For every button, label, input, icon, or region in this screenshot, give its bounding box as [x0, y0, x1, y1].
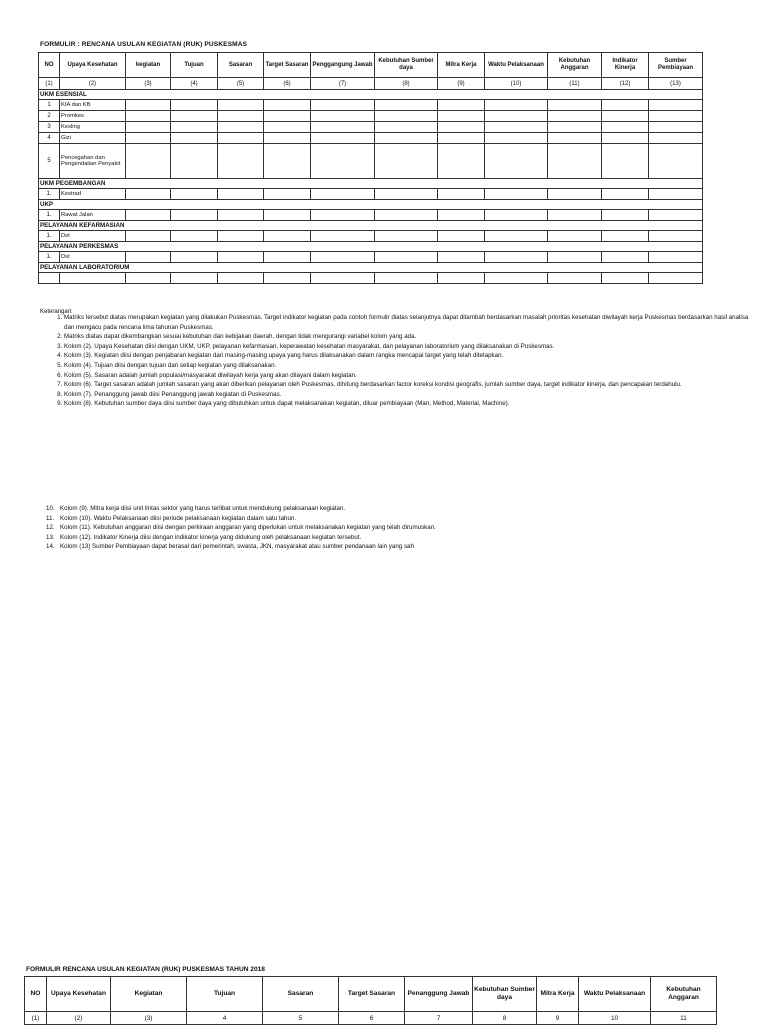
note-item: 2. Matriks diatas dapat dikembangkan sesuai kebutuhan dan kebijakan daerah, dengan tidak mengurangi variabel kolom yang ada.	[64, 332, 754, 342]
empty-cell	[218, 252, 264, 263]
empty-cell	[649, 252, 703, 263]
empty-cell	[218, 111, 264, 122]
row-upaya: Pencegahan dan Pengendalian Penyakit	[60, 144, 126, 179]
empty-cell	[438, 133, 485, 144]
column-header: Target Sasaran	[264, 53, 311, 78]
empty-cell	[126, 273, 171, 284]
section-row	[39, 90, 703, 100]
empty-cell	[218, 122, 264, 133]
row-number: 1.	[39, 231, 60, 242]
column-number: 8	[473, 1012, 537, 1025]
empty-cell	[375, 189, 438, 200]
column-header: Waktu Pelaksanaan	[485, 53, 548, 78]
row-number: 4	[39, 133, 60, 144]
empty-cell	[649, 133, 703, 144]
note-text: Kolom (12). Indikator Kinerja diisi dengan indikator kinerja yang didukung oleh pelaksanaan kegiatan tersebut.	[60, 533, 362, 541]
empty-cell	[375, 231, 438, 242]
empty-cell	[171, 252, 218, 263]
notes-list	[50, 313, 754, 409]
column-header: Kegiatan	[111, 977, 187, 1012]
column-number: 5	[263, 1012, 339, 1025]
empty-cell	[171, 133, 218, 144]
row-number: 5	[39, 144, 60, 179]
note-item: 1. Matriks tersebut diatas merupakan kegiatan yang dilakukan Puskesmas. Target indikator kegiatan pada contoh formulir diatas selanjutnya dapat ditambah berdasarkan masalah prioritas kesehatan diwilayah kerja Puskesmas berdasarkan hasil analisa dan mengacu pada rencana lima tahunan Puskesmas.	[64, 313, 754, 332]
note-item	[46, 514, 750, 524]
empty-cell	[602, 144, 649, 179]
empty-cell	[218, 273, 264, 284]
empty-cell	[264, 273, 311, 284]
column-number: 4	[187, 1012, 263, 1025]
empty-cell	[438, 122, 485, 133]
column-header: Upaya Kesehatan	[47, 977, 111, 1012]
empty-cell	[171, 231, 218, 242]
column-number: 10	[579, 1012, 651, 1025]
empty-cell	[264, 252, 311, 263]
note-item: 7. Kolom (6). Target sasaran adalah jumlah sasaran yang akan diberikan pelayanan oleh Puskesmas, dihitung berdasarkan factor koreksi kondisi geografis, jumlah sumber daya, target indikator kinerja, dan pencapaian terdahulu.	[64, 380, 754, 390]
column-number: (1)	[39, 78, 60, 90]
empty-cell	[438, 231, 485, 242]
column-number: (3)	[111, 1012, 187, 1025]
table-row	[39, 189, 703, 200]
empty-cell	[438, 144, 485, 179]
empty-cell	[548, 273, 602, 284]
note-item: 8. Kolom (7). Penanggung jawab diisi Penanggung jawab kegiatan di Puskesmas.	[64, 390, 754, 400]
empty-cell	[485, 122, 548, 133]
section-row	[39, 242, 703, 252]
note-item: 9. Kolom (8). Kebutuhan sumber daya diisi sumber daya yang dibutuhkan untuk dapat melaksanakan kegiatan, diluar pembiayaan (Man, Method, Material, Machine).	[64, 399, 754, 409]
note-item	[46, 542, 750, 552]
empty-cell	[485, 133, 548, 144]
table-row	[39, 144, 703, 179]
empty-cell	[438, 210, 485, 221]
column-number: (2)	[60, 78, 126, 90]
empty-cell	[485, 189, 548, 200]
column-number: (7)	[311, 78, 375, 90]
empty-cell	[264, 111, 311, 122]
row-upaya	[60, 273, 126, 284]
table-row	[39, 122, 703, 133]
empty-cell	[311, 210, 375, 221]
table-row	[39, 231, 703, 242]
section-title: UKP	[39, 200, 703, 210]
row-number: 1.	[39, 189, 60, 200]
column-header: Kebutuhan Sumber daya	[375, 53, 438, 78]
column-header: Mitra Kerja	[438, 53, 485, 78]
empty-cell	[375, 273, 438, 284]
table-row	[39, 111, 703, 122]
empty-cell	[548, 252, 602, 263]
section-title: UKM PEGEMBANGAN	[39, 179, 703, 189]
note-item	[46, 533, 750, 543]
column-number: (1)	[25, 1012, 47, 1025]
column-header: Penanggung Jawab	[405, 977, 473, 1012]
row-number	[39, 273, 60, 284]
empty-cell	[649, 273, 703, 284]
empty-cell	[548, 189, 602, 200]
empty-cell	[126, 210, 171, 221]
column-header: Mitra Kerja	[537, 977, 579, 1012]
empty-cell	[438, 111, 485, 122]
column-header: Tujuan	[171, 53, 218, 78]
column-header: Sasaran	[263, 977, 339, 1012]
empty-cell	[264, 231, 311, 242]
row-upaya: Dst	[60, 252, 126, 263]
note-number: 10.	[46, 505, 55, 512]
row-number: 1	[39, 100, 60, 111]
empty-cell	[311, 100, 375, 111]
empty-cell	[218, 231, 264, 242]
empty-cell	[311, 252, 375, 263]
row-upaya: KIA dan KB	[60, 100, 126, 111]
column-number-row	[39, 78, 703, 90]
note-number: 13.	[46, 533, 55, 541]
section-row	[39, 221, 703, 231]
column-number: (8)	[375, 78, 438, 90]
section-row	[39, 200, 703, 210]
column-header: Sumber Pembiayaan	[649, 53, 703, 78]
empty-cell	[649, 100, 703, 111]
row-number: 3	[39, 122, 60, 133]
empty-cell	[649, 144, 703, 179]
empty-cell	[602, 210, 649, 221]
column-header: Indikator Kinerja	[602, 53, 649, 78]
note-item: 4. Kolom (3). Kegiatan diisi dengan penjabaran kegiatan dari masing-masing upaya yang harus dilaksanakan dalam rangka mencapai target yang telah ditetapkan.	[64, 351, 754, 361]
empty-cell	[602, 133, 649, 144]
form-title-2018: FORMULIR RENCANA USULAN KEGIATAN (RUK) PUSKESMAS TAHUN 2018	[26, 966, 265, 973]
empty-cell	[311, 189, 375, 200]
note-item: 3. Kolom (2). Upaya Kesehatan diisi dengan UKM, UKP, pelayanan kefarmasian, keperawatan kesehatan masyarakat, dan pelayanan laboratorium yang dilaksanakan di Puskesmas.	[64, 342, 754, 352]
note-text: Kolom (10). Waktu Pelaksanaan diisi periode pelaksanaan kegiatan dalam satu tahun.	[60, 514, 297, 522]
empty-cell	[218, 210, 264, 221]
note-item: 6. Kolom (5). Sasaran adalah jumlah populasi/masyarakat diwilayah kerja yang akan dilayani dalam kegiatan.	[64, 371, 754, 381]
empty-cell	[264, 133, 311, 144]
column-number: (3)	[126, 78, 171, 90]
section-title: PELAYANAN PERKESMAS	[39, 242, 703, 252]
row-upaya: Kesling	[60, 122, 126, 133]
column-number: (9)	[438, 78, 485, 90]
empty-cell	[485, 100, 548, 111]
row-number: 1.	[39, 252, 60, 263]
row-upaya: Kestrad	[60, 189, 126, 200]
column-header: Kebutuhan Anggaran	[651, 977, 717, 1012]
empty-cell	[649, 231, 703, 242]
empty-cell	[375, 144, 438, 179]
empty-cell	[602, 252, 649, 263]
table-row	[39, 210, 703, 221]
note-text: Kolom (9). Mitra kerja diisi unit lintas sektor yang harus terlibat untuk mendukung pelaksanaan kegiatan.	[60, 505, 346, 512]
ruk-2018-table	[24, 976, 717, 1025]
column-number: (10)	[485, 78, 548, 90]
empty-cell	[438, 252, 485, 263]
empty-cell	[218, 133, 264, 144]
empty-cell	[548, 210, 602, 221]
column-header: Upaya Kesehatan	[60, 53, 126, 78]
column-header: Kebutuhan Anggaran	[548, 53, 602, 78]
empty-cell	[375, 252, 438, 263]
empty-cell	[548, 122, 602, 133]
empty-cell	[548, 144, 602, 179]
empty-cell	[602, 100, 649, 111]
empty-cell	[171, 111, 218, 122]
empty-cell	[126, 189, 171, 200]
empty-cell	[649, 122, 703, 133]
empty-cell	[375, 210, 438, 221]
column-header: Target Sasaran	[339, 977, 405, 1012]
column-number: (11)	[548, 78, 602, 90]
empty-cell	[126, 122, 171, 133]
table-2018-header-row	[25, 977, 717, 1012]
empty-cell	[126, 252, 171, 263]
empty-cell	[375, 100, 438, 111]
table-2018-number-row	[25, 1012, 717, 1025]
empty-cell	[485, 210, 548, 221]
note-item: 5. Kolom (4). Tujuan diisi dengan tujuan dari setiap kegiatan yang dilaksanakan.	[64, 361, 754, 371]
empty-cell	[548, 231, 602, 242]
empty-cell	[126, 231, 171, 242]
empty-cell	[171, 144, 218, 179]
table-row	[39, 100, 703, 111]
column-header: Penggangung Jawab	[311, 53, 375, 78]
row-upaya: Gizi	[60, 133, 126, 144]
table-row	[39, 273, 703, 284]
empty-cell	[311, 122, 375, 133]
column-header: kegiatan	[126, 53, 171, 78]
empty-cell	[264, 100, 311, 111]
empty-cell	[438, 273, 485, 284]
empty-cell	[264, 144, 311, 179]
empty-cell	[548, 133, 602, 144]
empty-cell	[375, 122, 438, 133]
empty-cell	[218, 144, 264, 179]
empty-cell	[649, 210, 703, 221]
empty-cell	[485, 252, 548, 263]
empty-cell	[311, 231, 375, 242]
column-header: Sasaran	[218, 53, 264, 78]
note-number: 11.	[46, 514, 55, 522]
row-number: 2	[39, 111, 60, 122]
empty-cell	[311, 273, 375, 284]
empty-cell	[602, 273, 649, 284]
empty-cell	[485, 231, 548, 242]
empty-cell	[264, 189, 311, 200]
empty-cell	[126, 144, 171, 179]
empty-cell	[602, 122, 649, 133]
note-item	[46, 504, 750, 514]
table-header-row	[39, 53, 703, 78]
column-header: Tujuan	[187, 977, 263, 1012]
empty-cell	[311, 111, 375, 122]
column-number: (12)	[602, 78, 649, 90]
section-title: PELAYANAN LABORATORIUM	[39, 263, 703, 273]
row-upaya: Promkes	[60, 111, 126, 122]
empty-cell	[264, 122, 311, 133]
column-header: Kebutuhan Sumber daya	[473, 977, 537, 1012]
empty-cell	[171, 210, 218, 221]
notes-list-continued	[36, 504, 750, 552]
column-number: (13)	[649, 78, 703, 90]
empty-cell	[171, 122, 218, 133]
row-upaya: Rawat Jalan	[60, 210, 126, 221]
empty-cell	[548, 100, 602, 111]
row-upaya: Dst	[60, 231, 126, 242]
empty-cell	[375, 133, 438, 144]
column-number: (6)	[264, 78, 311, 90]
empty-cell	[438, 189, 485, 200]
empty-cell	[171, 189, 218, 200]
column-number: 6	[339, 1012, 405, 1025]
row-number: 1.	[39, 210, 60, 221]
table-row	[39, 252, 703, 263]
empty-cell	[602, 111, 649, 122]
empty-cell	[126, 133, 171, 144]
note-text: Kolom (11). Kebutuhan anggaran diisi dengan perkiraan anggaran yang diperlukan untuk melaksanakan kegiatan yang telah dirumuskan.	[60, 524, 436, 532]
empty-cell	[485, 111, 548, 122]
note-text: Kolom (13) Sumber Pembiayaan dapat berasal dari pemerintah, swasta, JKN, masyarakat atau sumber pendanaan lain yang sah	[60, 543, 414, 551]
table-row	[39, 133, 703, 144]
note-item	[46, 523, 750, 533]
column-header: Waktu Pelaksanaan	[579, 977, 651, 1012]
empty-cell	[126, 111, 171, 122]
ruk-table	[38, 52, 703, 284]
empty-cell	[485, 273, 548, 284]
empty-cell	[171, 100, 218, 111]
empty-cell	[171, 273, 218, 284]
empty-cell	[264, 210, 311, 221]
empty-cell	[375, 111, 438, 122]
column-header: NO	[25, 977, 47, 1012]
empty-cell	[485, 144, 548, 179]
notes-label: Keterangan:	[40, 309, 73, 315]
empty-cell	[602, 231, 649, 242]
section-row	[39, 263, 703, 273]
note-number: 12.	[46, 524, 55, 532]
column-number: (4)	[171, 78, 218, 90]
empty-cell	[126, 100, 171, 111]
empty-cell	[311, 144, 375, 179]
form-title: FORMULIR : RENCANA USULAN KEGIATAN (RUK) PUSKESMAS	[40, 41, 248, 48]
empty-cell	[218, 100, 264, 111]
column-number: 7	[405, 1012, 473, 1025]
column-header: NO	[39, 53, 60, 78]
empty-cell	[602, 189, 649, 200]
section-title: PELAYANAN KEFARMASIAN	[39, 221, 703, 231]
empty-cell	[311, 133, 375, 144]
section-row	[39, 179, 703, 189]
column-number: (2)	[47, 1012, 111, 1025]
section-title: UKM ESENSIAL	[39, 90, 703, 100]
column-number: (5)	[218, 78, 264, 90]
empty-cell	[649, 111, 703, 122]
empty-cell	[218, 189, 264, 200]
column-number: 9	[537, 1012, 579, 1025]
note-number: 14.	[46, 543, 55, 551]
empty-cell	[438, 100, 485, 111]
column-number: 11	[651, 1012, 717, 1025]
empty-cell	[649, 189, 703, 200]
empty-cell	[548, 111, 602, 122]
